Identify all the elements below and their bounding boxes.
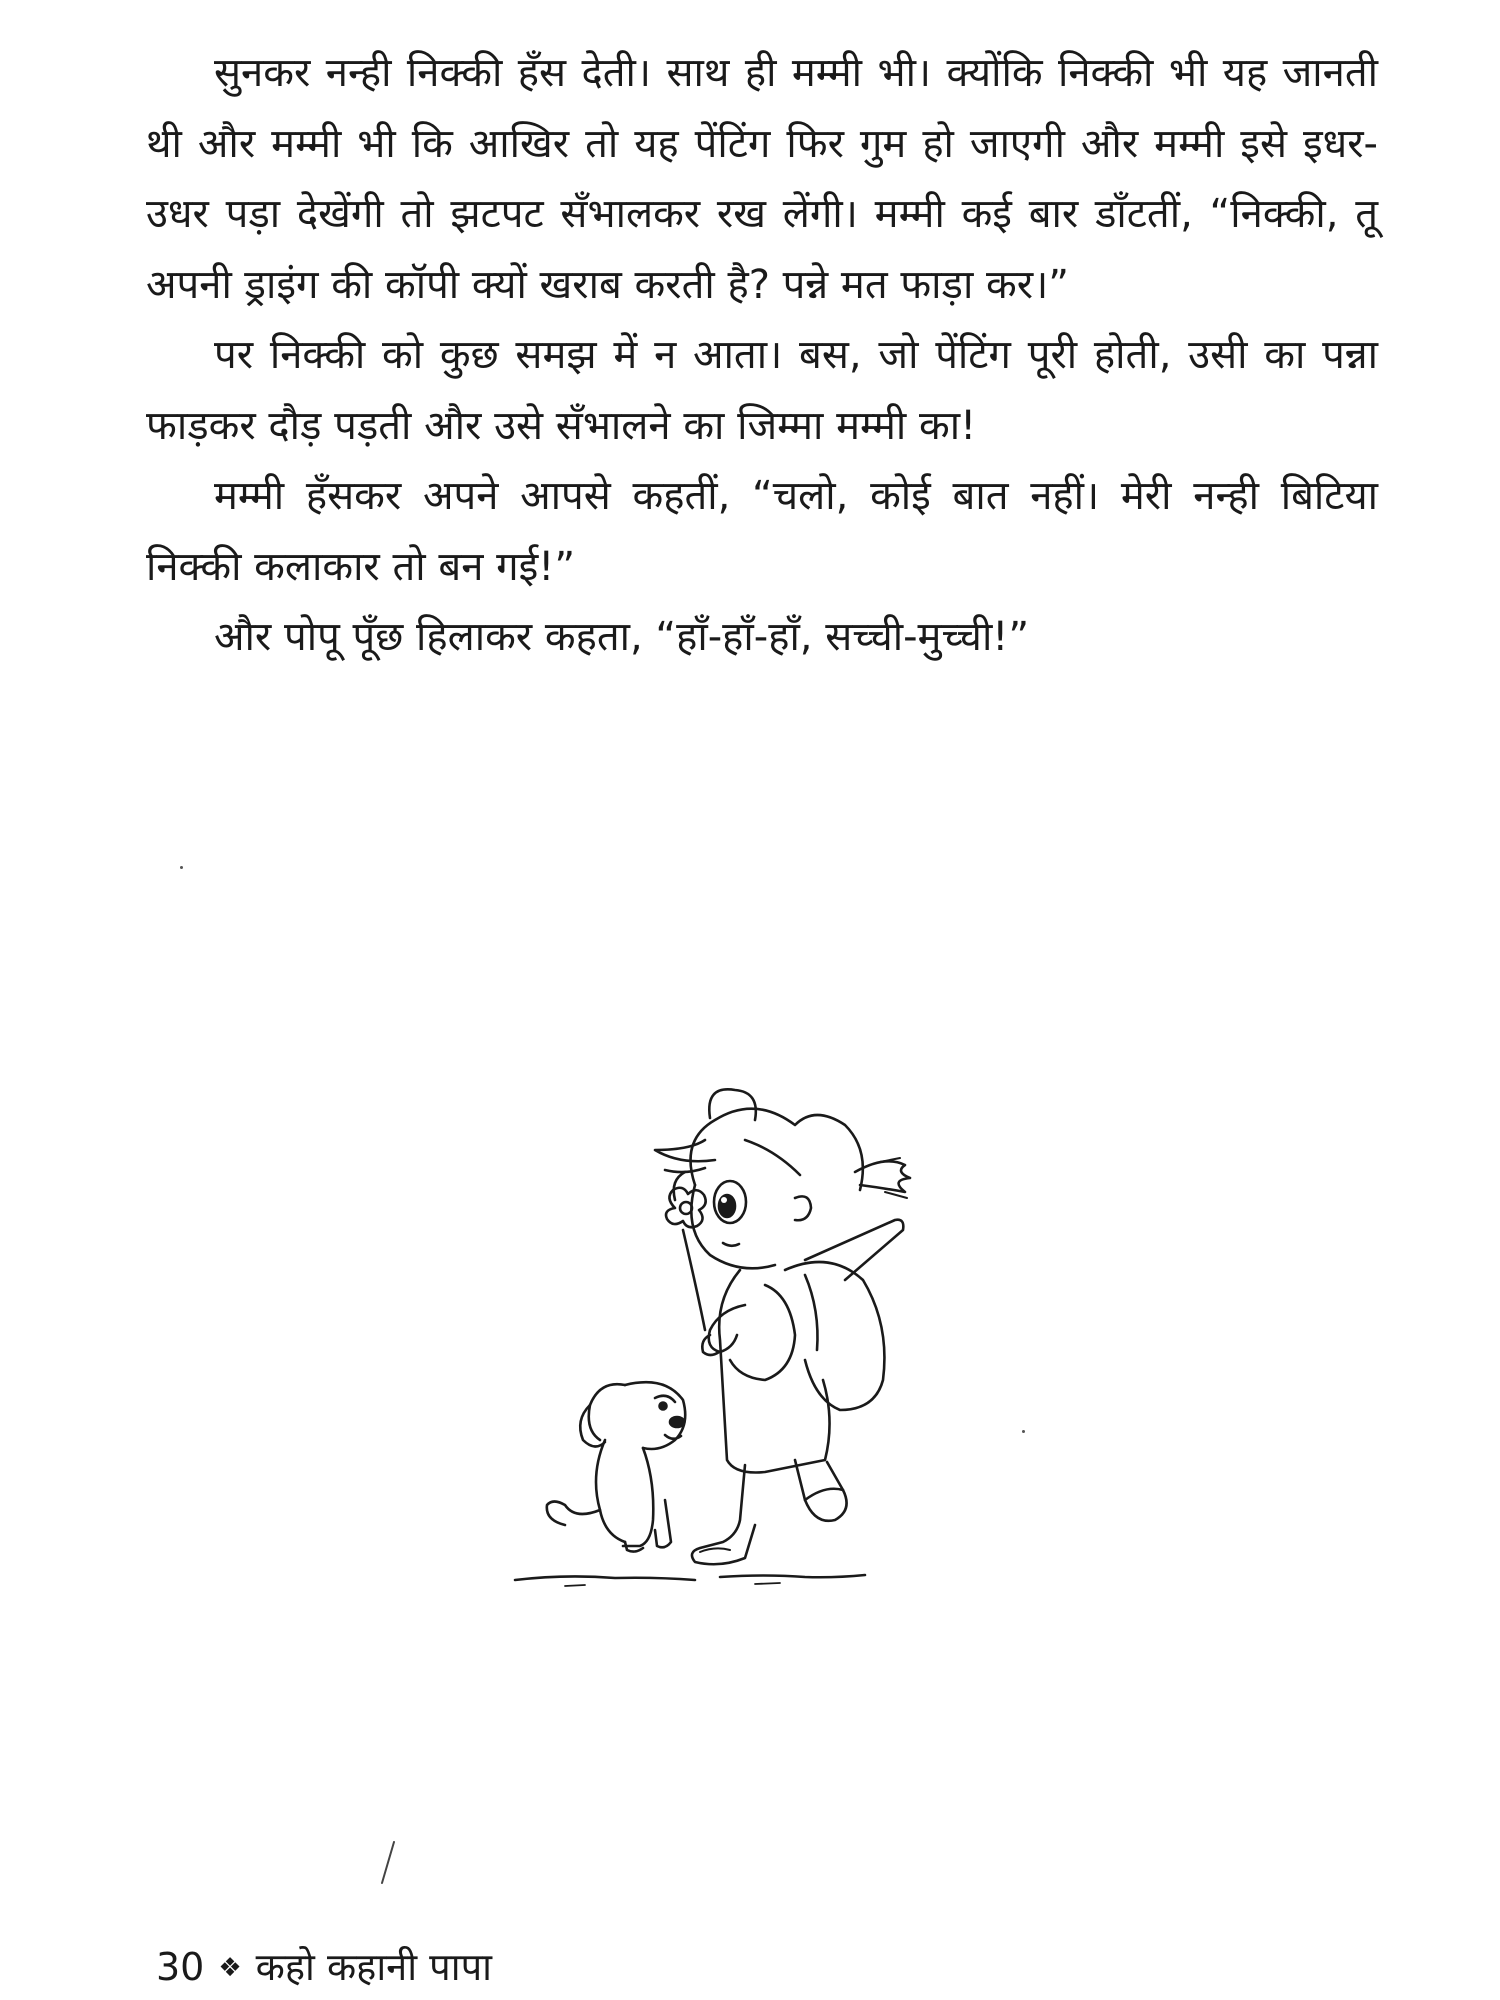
paragraph-3: मम्मी हँसकर अपने आपसे कहतीं, “चलो, कोई बात नहीं। मेरी नन्ही बिटिया निक्की कलाकार तो बन गई!” <box>146 473 1378 590</box>
separator-icon: ❖ <box>218 1953 242 1983</box>
paragraph-1: सुनकर नन्ही निक्की हँस देती। साथ ही मम्मी भी। क्योंकि निक्की भी यह जानती थी और मम्मी भी कि आखिर तो यह पेंटिंग फिर गुम हो जाएगी और मम्मी इसे इधर-उधर पड़ा देखेंगी तो झटपट सँभालकर रख लेंगी। मम्मी कई बार डाँटतीं, “निक्की, तू अपनी ड्राइंग की कॉपी क्यों खराब करती है? पन्ने मत फाड़ा कर।” <box>146 50 1378 308</box>
paragraph-4: और पोपू पूँछ हिलाकर कहता, “हाँ-हाँ-हाँ, सच्ची-मुच्ची!” <box>214 614 1030 660</box>
page-footer <box>156 1944 492 1991</box>
paragraph-2: पर निक्की को कुछ समझ में न आता। बस, जो पेंटिंग पूरी होती, उसी का पन्ना फाड़कर दौड़ पड़ती और उसे सँभालने का जिम्मा मम्मी का! <box>146 332 1378 449</box>
story-text <box>146 38 1378 673</box>
girl-with-flower-and-puppy-illustration <box>505 1080 1045 1600</box>
speck-mark <box>1022 1430 1025 1433</box>
book-title: कहो कहानी पापा <box>255 1945 493 1989</box>
page-number: 30 <box>156 1945 205 1989</box>
speck-mark <box>180 866 183 869</box>
stray-pencil-mark <box>378 1840 398 1885</box>
